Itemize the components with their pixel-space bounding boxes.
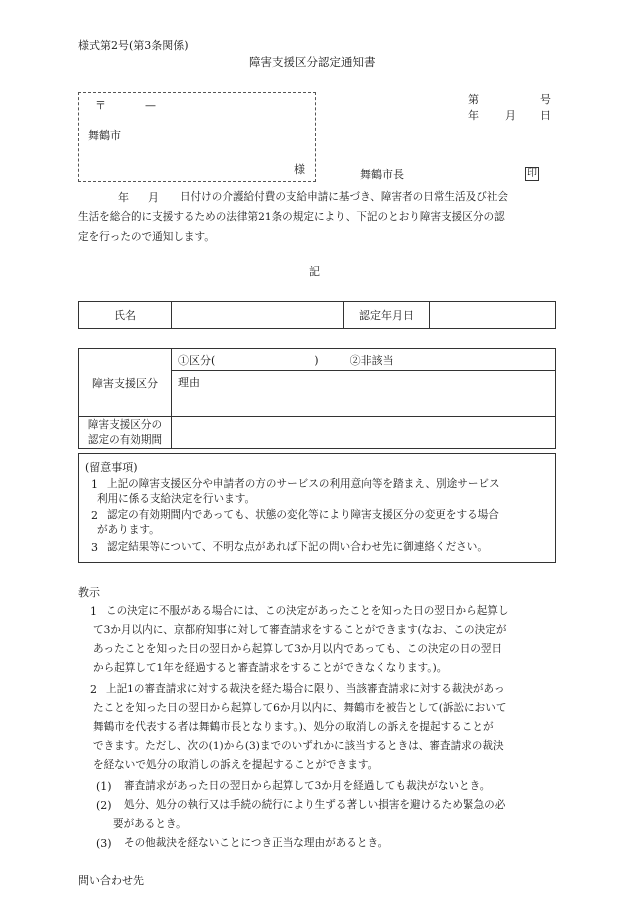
validity-value bbox=[172, 417, 556, 449]
name-label: 氏名 bbox=[79, 302, 172, 329]
kyoji-1-num: 1 bbox=[90, 605, 97, 618]
date-value bbox=[430, 302, 556, 329]
reason-label: 理由 bbox=[178, 376, 200, 389]
name-date-table bbox=[78, 301, 556, 329]
kyoji-sub-2-num: (2) bbox=[96, 799, 112, 812]
validity-label-line2: 認定の有効期間 bbox=[87, 433, 163, 446]
ki-label: 記 bbox=[309, 265, 320, 278]
name-value bbox=[172, 302, 344, 329]
address-city: 舞鶴市 bbox=[88, 129, 121, 142]
notes-heading: (留意事項) bbox=[85, 461, 138, 474]
date-year: 年 bbox=[468, 109, 479, 122]
date-day: 日 bbox=[540, 109, 551, 122]
option-category: ①区分( bbox=[178, 353, 216, 367]
intro-month: 月 bbox=[148, 191, 159, 204]
kyoji-sub-3-line1: その他裁決を経ないことにつき正当な理由があるとき。 bbox=[124, 837, 389, 849]
page-title: 障害支援区分認定通知書 bbox=[249, 55, 376, 69]
kyoji-2-line2: たことを知った日の翌日から起算して6か月以内に、舞鶴市を被告として(訴訟において bbox=[93, 702, 507, 714]
kyoji-sub-1-line1: 審査請求があった日の翌日から起算して3か月を経過しても裁決がないとき。 bbox=[124, 780, 491, 792]
seal-stamp: 印 bbox=[527, 168, 537, 179]
date-label: 認定年月日 bbox=[344, 302, 430, 329]
note-1-line1: 上記の障害支援区分や申請者の方のサービスの利用意向等を踏まえ、別途サービス bbox=[107, 478, 500, 490]
validity-label bbox=[79, 417, 172, 449]
note-2-num: 2 bbox=[91, 509, 98, 522]
note-1-num: 1 bbox=[91, 478, 98, 491]
kyoji-1-line1: この決定に不服がある場合には、この決定があったことを知った日の翌日から起算し bbox=[106, 605, 509, 617]
postal-mark: 〒 bbox=[95, 99, 106, 112]
intro-line2: 生活を総合的に支援するための法律第21条の規定により、下記のとおり障害支援区分の認 bbox=[78, 211, 505, 223]
kyoji-2-num: 2 bbox=[90, 683, 97, 696]
notes-box bbox=[78, 453, 556, 563]
kyoji-sub-2-line2: 要があるとき。 bbox=[113, 818, 187, 830]
kyoji-heading: 教示 bbox=[78, 586, 100, 599]
contact-heading: 問い合わせ先 bbox=[78, 874, 144, 887]
number-dai: 第 bbox=[468, 93, 479, 106]
category-label: 障害支援区分 bbox=[79, 349, 172, 417]
option-category-close: ) bbox=[314, 353, 319, 367]
issuer: 舞鶴市長 bbox=[360, 168, 404, 181]
note-2-line1: 認定の有効期間内であっても、状態の変化等により障害支援区分の変更をする場合 bbox=[107, 509, 499, 521]
intro-line1: 日付けの介護給付費の支給申請に基づき、障害者の日常生活及び社会 bbox=[180, 191, 508, 203]
intro-line3: 定を行ったので通知します。 bbox=[78, 231, 215, 243]
addressee-honorific: 様 bbox=[294, 163, 305, 176]
intro-year: 年 bbox=[118, 191, 129, 204]
note-3-num: 3 bbox=[91, 541, 98, 554]
postal-dash: — bbox=[145, 99, 156, 112]
kyoji-2-line5: を経ないで処分の取消しの訴えを提起することができます。 bbox=[93, 759, 379, 771]
validity-label-line1: 障害支援区分の bbox=[87, 418, 163, 431]
category-table bbox=[78, 348, 556, 449]
option-not-applicable: ②非該当 bbox=[349, 353, 394, 367]
note-1-line2: 利用に係る支給決定を行います。 bbox=[97, 493, 256, 505]
kyoji-1-line4: から起算して1年を経過すると審査請求をすることができなくなります。)。 bbox=[93, 662, 448, 674]
note-3-line1: 認定結果等について、不明な点があれば下記の問い合わせ先に御連絡ください。 bbox=[107, 541, 488, 553]
reason-cell bbox=[172, 371, 556, 417]
category-options bbox=[172, 349, 556, 371]
date-month: 月 bbox=[505, 109, 516, 122]
number-go: 号 bbox=[540, 93, 551, 106]
kyoji-2-line3: 舞鶴市を代表する者は舞鶴市長となります。)、処分の取消しの訴えを提起することが bbox=[93, 721, 494, 733]
kyoji-1-line3: あったことを知った日の翌日から起算して3か月以内であっても、この決定の日の翌日 bbox=[93, 643, 503, 655]
kyoji-sub-3-num: (3) bbox=[96, 837, 112, 850]
note-2-line2: があります。 bbox=[97, 524, 160, 536]
kyoji-2-line1: 上記1の審査請求に対する裁決を経た場合に限り、当該審査請求に対する裁決があっ bbox=[106, 683, 505, 695]
kyoji-sub-2-line1: 処分、処分の執行又は手続の続行により生ずる著しい損害を避けるため緊急の必 bbox=[124, 799, 506, 811]
kyoji-2-line4: できます。ただし、次の(1)から(3)までのいずれかに該当するときは、審査請求の裁決 bbox=[93, 740, 504, 752]
kyoji-1-line2: て3か月以内に、京都府知事に対して審査請求をすることができます(なお、この決定が bbox=[93, 624, 507, 636]
kyoji-sub-1-num: (1) bbox=[96, 780, 112, 793]
form-label: 様式第2号(第3条関係) bbox=[78, 39, 189, 52]
